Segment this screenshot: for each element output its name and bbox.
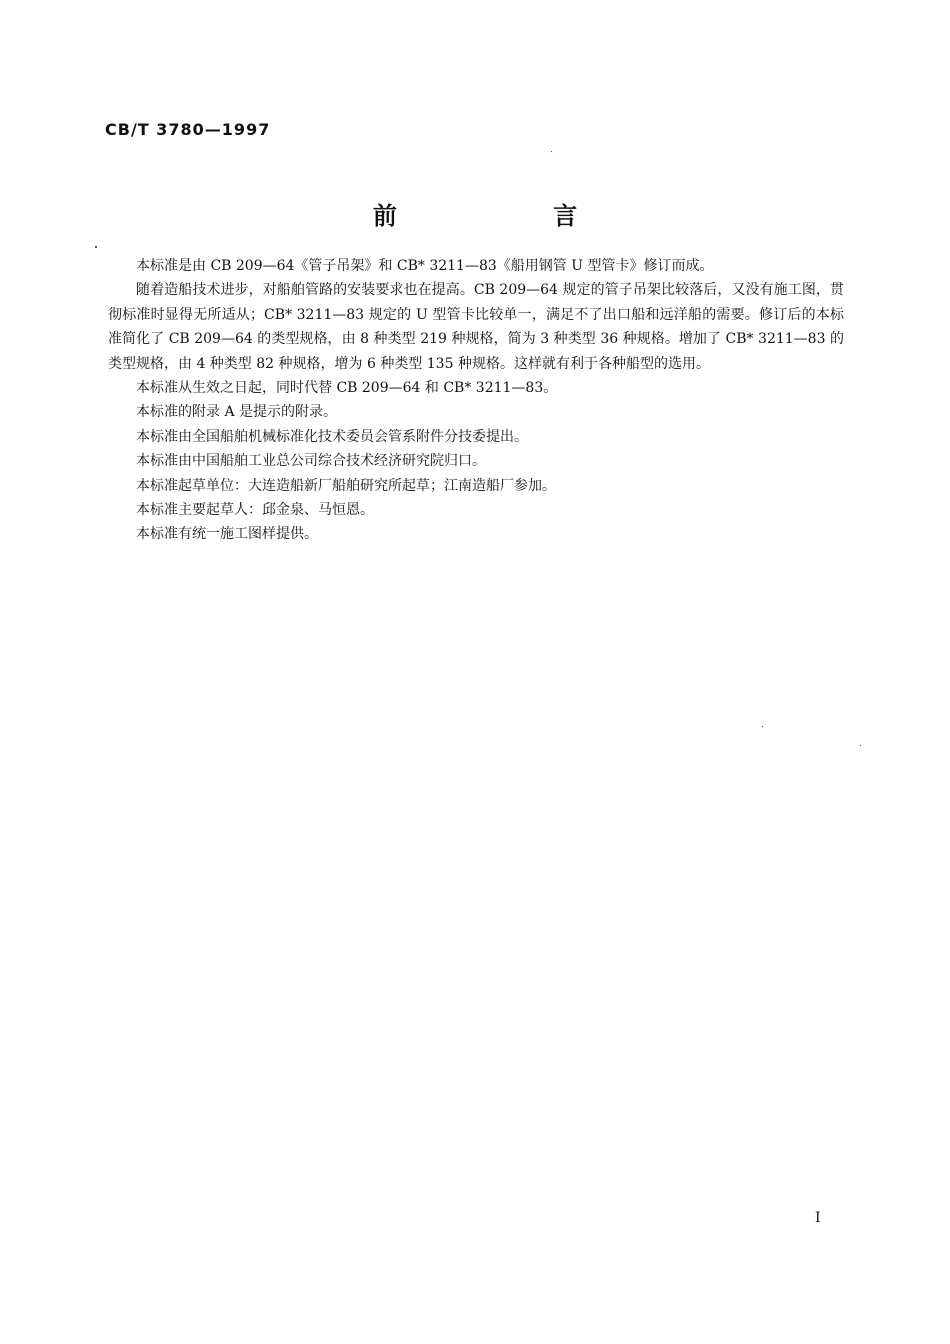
paragraph-administrator: 本标准由中国船舶工业总公司综合技术经济研究院归口。 — [136, 453, 486, 470]
paragraph-proposer: 本标准由全国船舶机械标准化技术委员会管系附件分技委提出。 — [136, 428, 528, 445]
document-code: CB/T 3780—1997 — [105, 120, 271, 139]
page-title: 前 言 — [372, 202, 652, 230]
paragraph-appendix: 本标准的附录 A 是提示的附录。 — [136, 404, 338, 421]
paragraph-rationale: 随着造船技术进步，对船舶管路的安装要求也在提高。CB 209—64 规定的管子吊架比较落后，又没有施工图，贯彻标准时显得无所适从；CB* 3211—83 规定的 U 型管卡比较单一，满足不了出口船和远洋船的需要。修订后的本标准简化了 CB 209—64 的类型规格，由 8 种类型 219 种规格，简为 3 种类型 36 种规格。增加了 CB* 3211—83 的类型规格，由 4 种类型 82 种规格，增为 6 种类型 135 种规格。这样就有利于各种船型的选用。 — [108, 282, 844, 372]
paragraph-effective: 本标准从生效之日起，同时代替 CB 209—64 和 CB* 3211—83。 — [136, 380, 558, 397]
paragraph-drafting-unit: 本标准起草单位：大连造船新厂船舶研究所起草；江南造船厂参加。 — [136, 477, 556, 494]
paragraph-source: 本标准是由 CB 209—64《管子吊架》和 CB* 3211—83《船用钢管 U 型管卡》修订而成。 — [136, 258, 714, 274]
foreword-body — [108, 254, 844, 547]
scan-speck — [860, 745, 861, 746]
page-number: I — [815, 1210, 821, 1226]
paragraph-drafters: 本标准主要起草人：邱金泉、马恒恩。 — [136, 502, 374, 519]
scan-speck — [95, 246, 97, 248]
scan-speck — [551, 151, 552, 152]
paragraph-drawings: 本标准有统一施工图样提供。 — [136, 526, 318, 543]
scan-speck — [762, 726, 763, 727]
